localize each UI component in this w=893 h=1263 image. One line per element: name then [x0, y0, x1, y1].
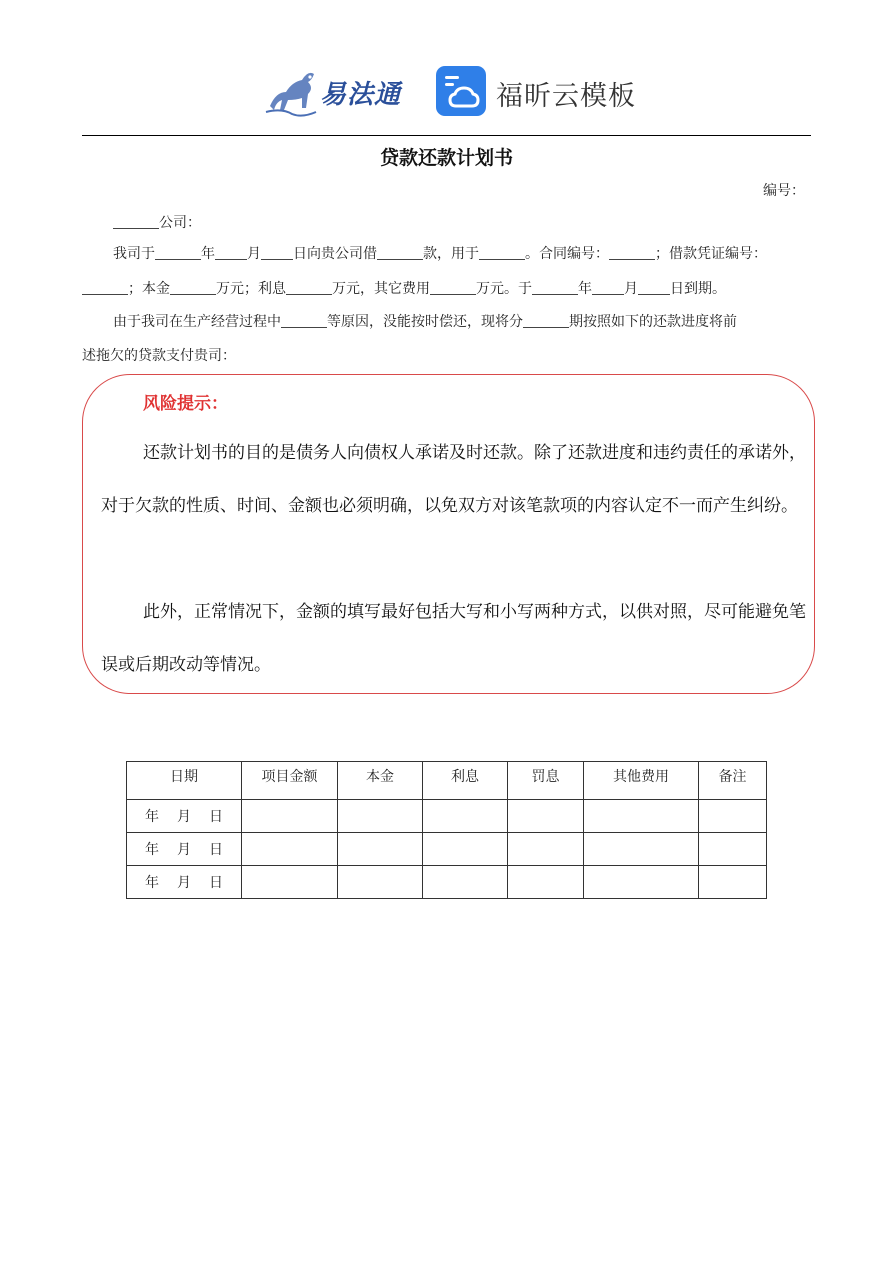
table-cell[interactable] — [584, 833, 699, 866]
para2-text: 述拖欠的贷款支付贵司： — [82, 348, 236, 364]
para1-text: 年 — [201, 246, 215, 262]
blank — [281, 313, 327, 328]
date-cell[interactable] — [127, 866, 242, 899]
salutation-suffix: 公司： — [159, 215, 201, 231]
year-label: 年 — [145, 809, 159, 825]
blank — [523, 313, 569, 328]
day-label: 日 — [209, 842, 223, 858]
header-item-amount: 项目金额 — [242, 762, 338, 800]
blank — [479, 245, 525, 260]
month-label: 月 — [177, 809, 191, 825]
blank — [377, 245, 423, 260]
para2-text: 等原因，没能按时偿还，现将分 — [327, 314, 523, 330]
qilin-emblem-icon — [262, 62, 320, 118]
para1-text: 我司于 — [113, 246, 155, 262]
para1-text: 日到期。 — [670, 281, 726, 297]
para1-line2 — [82, 278, 726, 298]
table-cell[interactable] — [242, 833, 338, 866]
document-title: 贷款还款计划书 — [379, 147, 513, 169]
blank — [609, 245, 655, 260]
header-principal: 本金 — [338, 762, 423, 800]
para1-text: 月 — [247, 246, 261, 262]
blank — [215, 245, 247, 260]
header-other-fees: 其他费用 — [584, 762, 699, 800]
para2-line2 — [82, 345, 236, 365]
company-blank — [113, 214, 159, 229]
foxit-cloud-icon — [436, 66, 486, 116]
table-cell[interactable] — [242, 866, 338, 899]
table-header-row — [127, 762, 767, 800]
header-penalty-interest: 罚息 — [508, 762, 584, 800]
month-label: 月 — [177, 842, 191, 858]
table-cell[interactable] — [508, 800, 584, 833]
para1-text: 万元；利息 — [216, 281, 286, 297]
para1-text: 月 — [624, 281, 638, 297]
logo1-text: 易法通 — [320, 80, 402, 110]
para2-text: 由于我司在生产经营过程中 — [113, 314, 281, 330]
risk-notice-paragraph-1: 还款计划书的目的是债务人向债权人承诺及时还款。除了还款进度和违约责任的承诺外，对于欠款的性质、时间、金额也必须明确，以免双方对该笔款项的内容认定不一而产生纠纷。 — [101, 443, 806, 516]
table-row — [127, 866, 767, 899]
para1-text: ；借款凭证编号： — [655, 246, 767, 262]
table-row — [127, 800, 767, 833]
header-interest: 利息 — [423, 762, 508, 800]
blank — [592, 280, 624, 295]
para2-text: 期按照如下的还款进度将前 — [569, 314, 737, 330]
logo2-text: 福昕云模板 — [496, 81, 636, 112]
blank — [82, 280, 128, 295]
blank — [638, 280, 670, 295]
risk-notice-box — [82, 374, 815, 694]
para1-text: 款，用于 — [423, 246, 479, 262]
para1-text: 日向贵公司借 — [293, 246, 377, 262]
blank — [155, 245, 201, 260]
table-cell[interactable] — [584, 866, 699, 899]
para2-line1 — [113, 311, 737, 331]
year-label: 年 — [145, 875, 159, 891]
table-cell[interactable] — [508, 833, 584, 866]
table-cell[interactable] — [338, 833, 423, 866]
table-cell[interactable] — [423, 866, 508, 899]
risk-notice-title: 风险提示： — [143, 394, 228, 414]
para1-text: 万元。于 — [476, 281, 532, 297]
table-cell[interactable] — [584, 800, 699, 833]
foxit-cloud-template-logo — [436, 64, 636, 118]
table-cell[interactable] — [699, 833, 767, 866]
year-label: 年 — [145, 842, 159, 858]
para1-text: 万元，其它费用 — [332, 281, 430, 297]
table-cell[interactable] — [423, 800, 508, 833]
table-cell[interactable] — [699, 800, 767, 833]
para1-text: ；本金 — [128, 281, 170, 297]
blank — [170, 280, 216, 295]
table-cell[interactable] — [699, 866, 767, 899]
risk-notice-paragraph-2: 此外，正常情况下，金额的填写最好包括大写和小写两种方式，以供对照，尽可能避免笔误或后期改动等情况。 — [101, 602, 806, 675]
repayment-schedule-table — [126, 761, 767, 899]
day-label: 日 — [209, 809, 223, 825]
blank — [286, 280, 332, 295]
table-cell[interactable] — [423, 833, 508, 866]
blank — [430, 280, 476, 295]
serial-number-label: 编号： — [763, 183, 805, 199]
table-cell[interactable] — [338, 866, 423, 899]
salutation-line — [113, 212, 201, 232]
para1-text: 年 — [578, 281, 592, 297]
header-date: 日期 — [127, 762, 242, 800]
header-rule — [82, 135, 811, 136]
blank — [532, 280, 578, 295]
day-label: 日 — [209, 875, 223, 891]
table-cell[interactable] — [508, 866, 584, 899]
header-remarks: 备注 — [699, 762, 767, 800]
date-cell[interactable] — [127, 833, 242, 866]
date-cell[interactable] — [127, 800, 242, 833]
logo-bar — [0, 60, 893, 122]
table-cell[interactable] — [242, 800, 338, 833]
month-label: 月 — [177, 875, 191, 891]
para1-text: 。合同编号： — [525, 246, 609, 262]
para1-line1 — [113, 243, 767, 263]
table-cell[interactable] — [338, 800, 423, 833]
blank — [261, 245, 293, 260]
yifatong-logo — [262, 62, 422, 118]
table-row — [127, 833, 767, 866]
